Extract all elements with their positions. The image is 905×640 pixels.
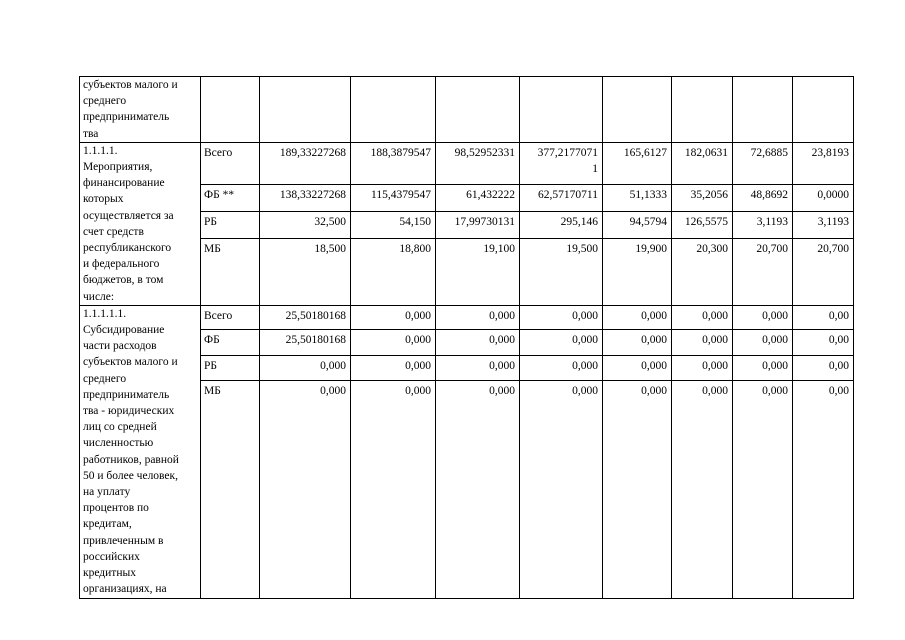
value-cell: 0,000 — [520, 330, 603, 356]
value-cell: 0,000 — [672, 380, 733, 598]
value-cell: 18,800 — [351, 238, 436, 305]
value-cell: 0,000 — [603, 330, 672, 356]
empty-cell — [520, 77, 603, 143]
value-cell: 94,5794 — [603, 212, 672, 239]
empty-cell — [603, 77, 672, 143]
value-cell: 0,000 — [351, 356, 436, 381]
value-cell: 0,000 — [672, 356, 733, 381]
value-cell: 0,000 — [733, 380, 793, 598]
value-cell: 0,000 — [520, 305, 603, 330]
value-cell: 295,146 — [520, 212, 603, 239]
value-cell: 188,3879547 — [351, 142, 436, 184]
value-cell: 0,000 — [733, 356, 793, 381]
empty-cell — [733, 77, 793, 143]
funding-source: РБ — [201, 212, 260, 239]
value-cell: 165,6127 — [603, 142, 672, 184]
value-cell: 19,900 — [603, 238, 672, 305]
value-cell: 0,000 — [672, 305, 733, 330]
value-cell: 18,500 — [260, 238, 351, 305]
value-cell: 0,000 — [260, 380, 351, 598]
value-cell: 0,000 — [520, 356, 603, 381]
value-cell: 0,00 — [793, 356, 854, 381]
value-cell: 0,000 — [351, 305, 436, 330]
table-row — [80, 77, 854, 143]
value-cell: 0,00 — [793, 305, 854, 330]
table-row — [80, 142, 854, 184]
value-cell: 189,33227268 — [260, 142, 351, 184]
value-cell: 0,000 — [260, 356, 351, 381]
value-cell: 20,700 — [793, 238, 854, 305]
value-cell: 0,000 — [603, 305, 672, 330]
budget-table — [79, 76, 854, 599]
value-cell: 0,000 — [733, 330, 793, 356]
value-cell: 0,000 — [436, 356, 520, 381]
value-cell: 182,0631 — [672, 142, 733, 184]
empty-cell — [260, 77, 351, 143]
value-cell: 72,6885 — [733, 142, 793, 184]
value-cell: 0,000 — [672, 330, 733, 356]
value-cell: 3,1193 — [793, 212, 854, 239]
value-cell: 0,000 — [351, 330, 436, 356]
value-cell: 0,000 — [436, 330, 520, 356]
value-cell: 54,150 — [351, 212, 436, 239]
funding-source: ФБ — [201, 330, 260, 356]
table-row — [80, 305, 854, 330]
value-cell: 32,500 — [260, 212, 351, 239]
value-cell: 48,8692 — [733, 185, 793, 212]
value-cell: 0,000 — [436, 380, 520, 598]
empty-cell — [351, 77, 436, 143]
value-cell: 0,000 — [603, 356, 672, 381]
value-cell: 19,500 — [520, 238, 603, 305]
value-cell: 0,000 — [436, 305, 520, 330]
value-cell: 19,100 — [436, 238, 520, 305]
row-description: 1.1.1.1.1. Субсидирование части расходов субъектов малого и среднего предприниматель тва - юридических лиц со средней численностью работников, равной 50 и более человек, на уплату процентов по кредитам, привлеченным в российских кредитных организациях, на — [80, 305, 201, 598]
value-cell: 51,1333 — [603, 185, 672, 212]
value-cell: 0,000 — [603, 380, 672, 598]
value-cell: 0,0000 — [793, 185, 854, 212]
funding-source: Всего — [201, 142, 260, 184]
value-cell: 3,1193 — [733, 212, 793, 239]
value-cell: 0,00 — [793, 330, 854, 356]
funding-source: ФБ ** — [201, 185, 260, 212]
value-cell: 23,8193 — [793, 142, 854, 184]
empty-cell — [672, 77, 733, 143]
value-cell: 126,5575 — [672, 212, 733, 239]
value-cell: 115,4379547 — [351, 185, 436, 212]
value-cell: 0,000 — [351, 380, 436, 598]
empty-cell — [436, 77, 520, 143]
value-cell: 25,50180168 — [260, 330, 351, 356]
empty-cell — [201, 77, 260, 143]
value-cell: 0,000 — [520, 380, 603, 598]
row-description: субъектов малого и среднего предприниматель тва — [80, 77, 201, 143]
value-cell: 35,2056 — [672, 185, 733, 212]
empty-cell — [793, 77, 854, 143]
value-cell: 61,432222 — [436, 185, 520, 212]
funding-source: МБ — [201, 238, 260, 305]
value-cell: 138,33227268 — [260, 185, 351, 212]
value-cell: 0,000 — [733, 305, 793, 330]
value-cell: 25,50180168 — [260, 305, 351, 330]
value-cell: 20,300 — [672, 238, 733, 305]
value-cell: 62,57170711 — [520, 185, 603, 212]
value-cell: 17,99730131 — [436, 212, 520, 239]
value-cell: 98,52952331 — [436, 142, 520, 184]
funding-source: РБ — [201, 356, 260, 381]
funding-source: Всего — [201, 305, 260, 330]
row-description: 1.1.1.1. Мероприятия, финансирование которых осуществляется за счет средств республиканского и федерального бюджетов, в том числе: — [80, 142, 201, 305]
value-cell: 377,2177071 1 — [520, 142, 603, 184]
funding-source: МБ — [201, 380, 260, 598]
value-cell: 0,00 — [793, 380, 854, 598]
value-cell: 20,700 — [733, 238, 793, 305]
